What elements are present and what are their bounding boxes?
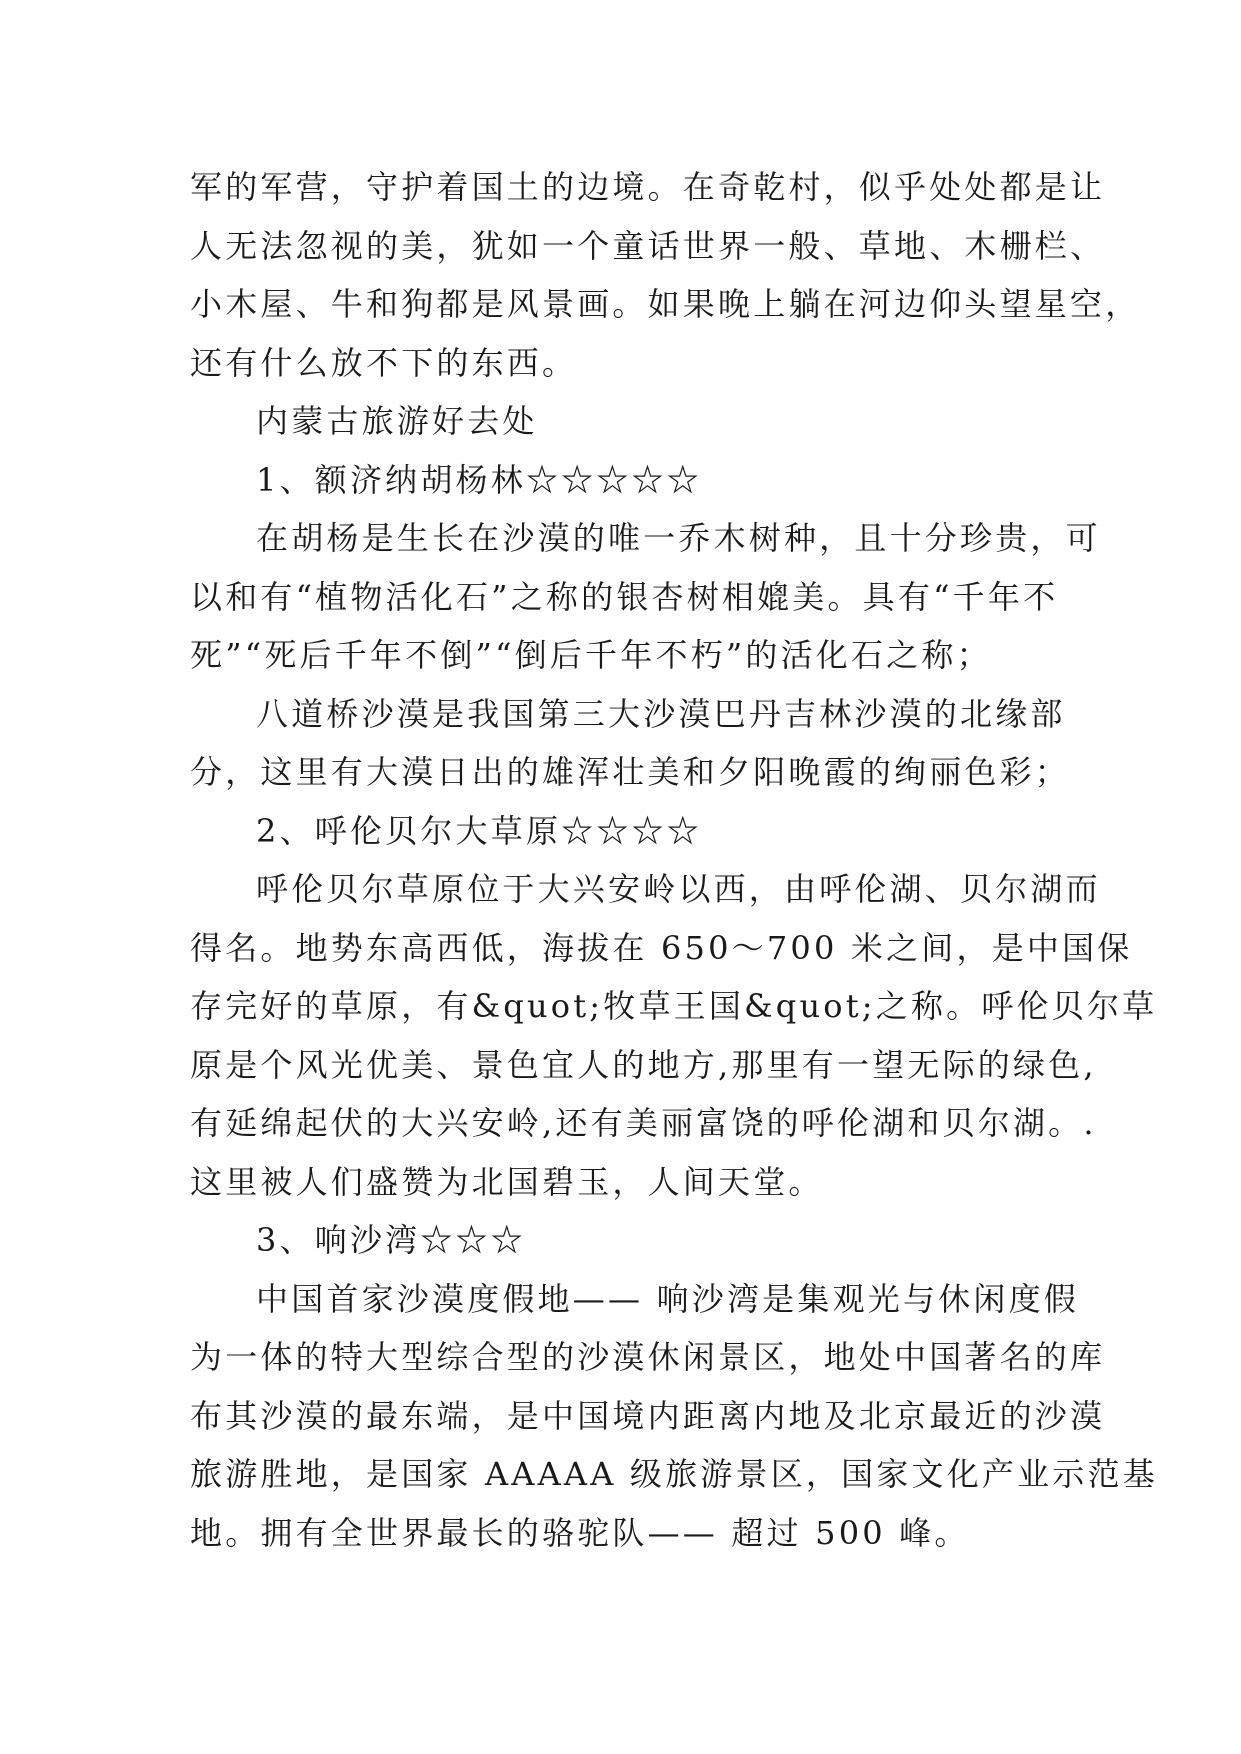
text-line: 旅游胜地，是国家 AAAAA 级旅游景区，国家文化产业示范基 [190, 1455, 1158, 1493]
text-line: 中国首家沙漠度假地—— 响沙湾是集观光与休闲度假 [256, 1279, 1079, 1318]
item-heading: 2、呼伦贝尔大草原☆☆☆☆ [256, 811, 702, 850]
document-body [190, 158, 1158, 1562]
text-line: 八道桥沙漠是我国第三大沙漠巴丹吉林沙漠的北缘部 [256, 694, 1066, 733]
text-line: 分，这里有大漠日出的雄浑壮美和夕阳晚霞的绚丽色彩； [190, 753, 1071, 791]
text-line: 在胡杨是生长在沙漠的唯一乔木树种，且十分珍贵，可 [256, 519, 1101, 557]
text-line: 布其沙漠的最东端，是中国境内距离内地及北京最近的沙漠 [190, 1396, 1106, 1435]
text-line: 存完好的草原，有&quot;牧草王国&quot;之称。呼伦贝尔草 [190, 987, 1158, 1025]
text-line: 军的军营，守护着国土的边境。在奇乾村，似乎处处都是让 [190, 168, 1106, 206]
text-line: 还有什么放不下的东西。 [190, 343, 578, 382]
text-line: 为一体的特大型综合型的沙漠休闲景区，地处中国著名的库 [190, 1338, 1106, 1376]
text-line: 这里被人们盛赞为北国碧玉，人间天堂。 [190, 1162, 824, 1201]
text-line: 小木屋、牛和狗都是风景画。如果晚上躺在河边仰头望星空， [190, 285, 1141, 323]
item-heading: 1、额济纳胡杨林☆☆☆☆☆ [256, 460, 702, 499]
text-line: 原是个风光优美、景色宜人的地方,那里有一望无际的绿色, [190, 1045, 1097, 1084]
text-line: 有延绵起伏的大兴安岭,还有美丽富饶的呼伦湖和贝尔湖。. [190, 1104, 1097, 1142]
text-line: 地。拥有全世界最长的骆驼队—— 超过 500 峰。 [190, 1513, 970, 1552]
item-heading: 3、响沙湾☆☆☆ [256, 1221, 526, 1259]
text-line: 得名。地势东高西低，海拔在 650～700 米之间，是中国保 [190, 928, 1133, 967]
section-heading: 内蒙古旅游好去处 [256, 402, 538, 440]
text-line: 死”“死后千年不倒”“倒后千年不朽”的活化石之称； [190, 636, 992, 674]
text-line: 以和有“植物活化石”之称的银杏树相媲美。具有“千年不 [190, 577, 1059, 616]
text-line: 呼伦贝尔草原位于大兴安岭以西，由呼伦湖、贝尔湖而 [256, 870, 1101, 908]
text-line: 人无法忽视的美，犹如一个童话世界一般、草地、木栅栏、 [190, 226, 1106, 265]
